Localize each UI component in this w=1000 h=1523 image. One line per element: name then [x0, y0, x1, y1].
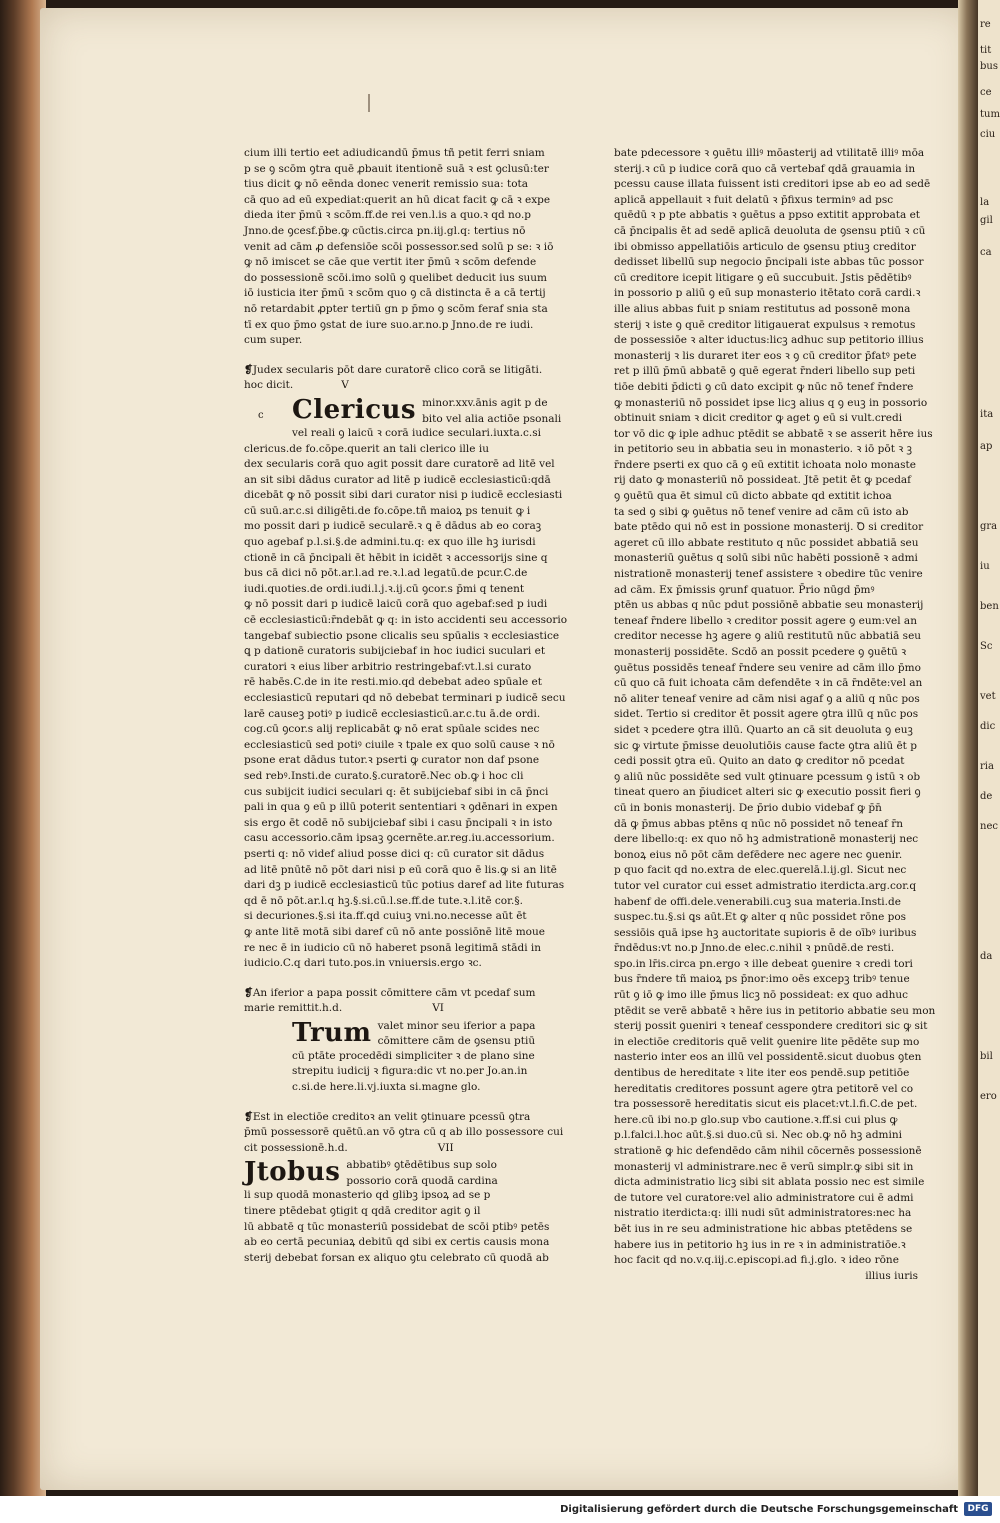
footer-bar [0, 1496, 1000, 1523]
text-line: suspec.tu.§.si ꝗs aūt.Et ꝙ alter q nūc possidet rōne pos [614, 911, 907, 924]
text-line: monasteriū ꝯuētus q solū sibi nūc habēti possionē ꝛ admi [614, 552, 918, 565]
text-line: ꝙ ante litē motā sibi daref cū nō ante possiōnē litē moue [244, 925, 545, 938]
text-line: an sit sibi dādus curator ad litē p iudicē ecclesiasticū:qdā [244, 473, 551, 486]
paragraph-3 [244, 1049, 546, 1096]
text-line: dari dꝫ p iudicē ecclesiasticū tūc potius daref ad lite futuras [244, 879, 565, 892]
text-line: ecclesiasticū reputari qd nō debebat terminari p iudicē secu [244, 692, 566, 704]
text-line: bate ptēdo qui nō est in possione monasterij. Ꝺ si creditor [614, 521, 924, 534]
section-number-vii: VII [437, 1141, 454, 1154]
adjacent-page-fragment: da [980, 951, 993, 962]
text-line: tiōe debiti p̄dicti ꝯ cū dato excipit ꝙ nūc nō tenef r̄ndere [614, 380, 914, 393]
rubric-1-tail: hoc dicit. [244, 379, 294, 392]
paragraph-mark-icon: ❡ [244, 1110, 253, 1123]
text-line: in electiōe creditoris quē velit ꝯuenire lite pēdēte sup mo [614, 1035, 920, 1048]
text-line: bēt ius in re seu administratione hic abbas ptetēdens se [614, 1222, 913, 1235]
text-line: cā quo ad eū expediat:querit an hū dicat facit ꝙ cā ꝛ expe [244, 193, 551, 206]
text-line: ille alius abbas fuit p sniam restitutus ad possonē mona [614, 302, 911, 315]
paragraph-mark-icon: ❡ [244, 986, 253, 999]
text-line: sidet. Tertio si creditor ēt possit agere ꝯtra illū q nūc pos [614, 708, 919, 721]
text-line: dā ꝙ p̄mus abbas ptēns q nūc nō possidet nō teneaf r̄n [614, 817, 904, 830]
adjacent-page-fragment: gil [980, 215, 993, 226]
text-line: nasterio inter eos an illū vel possidentē.sicut duobus ꝯten [614, 1051, 922, 1064]
text-line: bus r̄ndere tñ maioꝝ ps p̄nor:imo oēs excepꝫ tribꝰ tenue [614, 973, 910, 986]
section-v-first-line: minor.xxv.ānis agit p de [422, 396, 548, 409]
marginal-letter: c [258, 409, 264, 421]
text-line: dex secularis corā quo agit possit dare curatorē ad litē vel [244, 458, 555, 471]
text-line: ꝙ nō imiscet se cāe que vertit iter p̄mū ꝛ scōm defende [244, 256, 537, 269]
text-line: ret p illū p̄mū abbatē ꝯ quē egerat r̄nderi libello sup peti [614, 365, 916, 378]
text-line: casu accessorio.cām ipsaꝫ ꝯcernēte.ar.reg.iu.accessorium. [244, 832, 555, 845]
text-line: aplicā appellauit ꝛ fuit delatū ꝛ p̄fixus terminꝰ ad psc [614, 193, 894, 206]
text-line: cū quo cā fuit ichoata cām defendēte ꝛ in cā r̄ndēte:vel an [614, 677, 923, 690]
text-line: monasterij possidēte. Scdō an possit pcedere ꝯ ꝯuētū ꝛ [614, 646, 907, 658]
text-line: ad litē pnūtē nō pōt dari nisi p eū corā quo ē lis.ꝙ si an litē [244, 863, 557, 876]
text-line: creditor necesse hꝫ agere ꝯ aliū restitutū nūc abbatiā seu [614, 630, 922, 643]
text-line: de possessiōe ꝛ alter iductus:licꝫ adhuc sup petitorio illius [614, 334, 924, 347]
adjacent-page-fragment: ben [980, 601, 999, 612]
adjacent-page-fragment: Sc [980, 641, 993, 652]
text-line: rē habēs.C.de in ite resti.mio.qd debebat adeo spūale et [244, 676, 542, 689]
text-line: ab eo certā pecuniaꝝ debitū qd sibi ex certis causis mona [244, 1236, 550, 1249]
adjacent-page-fragment: dic [980, 721, 996, 732]
text-line: cū creditore icepit litigare ꝯ eū succubuit. Jstis pēdētibꝰ [614, 271, 912, 284]
text-line: tineat quero an p̄iudicet alteri sic ꝙ executio possit fieri ꝯ [614, 786, 921, 799]
right-column-text [614, 146, 936, 1269]
text-line: do possessionē scōi.imo solū ꝯ quelibet deducit ius suum [244, 271, 547, 284]
left-column [244, 146, 568, 1266]
dfg-logo: DFG [964, 1502, 992, 1516]
text-line: ad cām. Ex p̄missis ꝯrunf quatuor. P̄rio nūgd p̄mꝰ [614, 583, 875, 596]
adjacent-page-fragment: re [980, 19, 991, 30]
text-line: cē ecclesiasticū:r̄ndebāt ꝙ q: in isto accidenti seu accessorio [244, 614, 568, 627]
text-line: teneaf r̄ndere libello ꝛ creditor possit agere ꝯ eum:vel an [614, 614, 917, 627]
section-v [244, 394, 568, 972]
section-number-vi: VI [432, 1002, 444, 1015]
rubric-3-middle: p̄mū possessorē quētū.an vō ꝯtra cū q ab illo possessore cui [244, 1126, 564, 1139]
text-line: dieda iter p̄mū ꝛ scōm.ff.de rei ven.l.is a quo.ꝛ qd no.p [244, 209, 531, 222]
text-line: spo.in lr̄is.circa pn.ergo ꝛ ille debeat ꝯuenire ꝛ credi tori [614, 957, 913, 970]
text-line: tra possessorē hereditatis sicut eis placet:vt.l.fi.C.de pet. [614, 1098, 918, 1111]
text-line: tangebaf subiectio psone clicalis seu spūalis ꝛ ecclesiastice [244, 629, 560, 642]
text-line: curatori ꝛ eius liber arbitrio restringebaf:vt.l.si curato [244, 660, 532, 673]
adjacent-page-fragment: ita [980, 409, 994, 420]
text-line: ibi obmisso appellatiōis articulo de ꝯsensu ptiuꝫ creditor [614, 240, 916, 253]
adjacent-page-fragment: ria [980, 761, 994, 772]
adjacent-page-fragment: iu [980, 561, 990, 572]
adjacent-page-fragment: tit [980, 45, 992, 56]
text-line: sterij debebat forsan ex aliquo ꝯtu celebrato cū quodā ab [244, 1251, 549, 1264]
text-line: dedisset libellū sup negocio p̄ncipali iste abbas tūc possor [614, 256, 924, 269]
text-line: cus subijcit iudici seculari q: ēt subijciebaf sibi in cā p̄nci [244, 785, 549, 798]
text-line: venit ad cām ꝓ defensiōe scōi possessor.sed solū p se: ꝛ iō [244, 240, 554, 253]
text-line: bate pdecessore ꝛ ꝯuētu illiꝰ mōasterij ad vtilitatē illiꝰ mōa [614, 147, 925, 159]
text-line: ꝙ nō possit dari p iudicē laicū corā quo agebaf:sed p iudi [244, 598, 548, 611]
text-line: qd ē nō pōt.ar.l.q hꝫ.§.si.cū.l.se.ff.de tute.ꝛ.l.itē cor.§. [244, 894, 523, 907]
rubric-1-text: Judex secularis pōt dare curatorē clico corā se litigāti. [252, 363, 543, 376]
text-line: bus cā dici nō pōt.ar.l.ad re.ꝛ.l.ad legatū.de pcur.C.de [244, 567, 528, 580]
text-line: li sup quodā monasterio qd glibꝫ ipsoꝝ ad se p [244, 1189, 491, 1202]
text-line: dere libello:q: ex quo nō hꝫ admistrationē monasterij nec [614, 833, 919, 846]
initial-word-trum: Trum [292, 1017, 372, 1048]
rubric-2-tail: marie remittit.h.d. [244, 1002, 343, 1015]
text-line: clericus.de fo.cōpe.querit an tali clerico ille iu [244, 442, 489, 455]
text-line: here.cū ibi no.p glo.sup vbo cautione.ꝛ.ff.si cui plus ꝙ [614, 1113, 898, 1126]
text-line: cū ptāte procedēdi simpliciter ꝛ de plano sine [292, 1049, 535, 1062]
text-line: in petitorio seu in abbatia seu in monasterio. ꝛ iō pōt ꝛ ꝫ [614, 443, 912, 456]
paragraph-1 [244, 146, 554, 349]
text-line: quēdū ꝛ p pte abbatis ꝛ ꝯuētus a ppso extitit approbata et [614, 209, 921, 222]
rubric-3-tail: cit possessionē.h.d. [244, 1141, 348, 1154]
rubric-3-text: Est in electiōe creditoꝛ an velit ꝯtinuare pcessū ꝯtra [252, 1110, 531, 1123]
rubric-1 [244, 363, 546, 394]
section-v-third-line: vel reali ꝯ laicū ꝛ corā iudice seculari.iuxta.c.si [292, 426, 542, 439]
rubric-2-text: An iferior a papa possit cōmittere cām vt pcedaf sum [252, 986, 536, 999]
section-vii-first-line: abbatibꝰ ꝯtēdētibus sup solo [346, 1159, 497, 1172]
text-line: ageret cū illo abbate restituto q nūc possidet abbatiā seu [614, 536, 919, 549]
adjacent-page-fragment: nec [980, 821, 998, 832]
text-line: r̄ndēdus:vt no.p Jnno.de elec.c.nihil ꝛ pnūdē.de resti. [614, 942, 895, 955]
adjacent-page-fragment: tum [980, 109, 1000, 120]
section-vi-first-line: valet minor seu iferior a papa [377, 1019, 536, 1032]
text-line: ꝯuētus possidēs teneaf r̄ndere seu venire ad cām illo p̄mo [614, 661, 921, 674]
adjacent-page-fragment: vet [980, 691, 996, 702]
text-line: habenf de offi.dele.venerabili.cuꝫ sua materia.Insti.de [614, 895, 901, 908]
text-line: rūt ꝯ iō ꝙ imo ille p̄mus licꝫ nō possideat: ex quo adhuc [614, 989, 909, 1002]
adjacent-page-fragment: la [980, 197, 990, 208]
section-vi [244, 1019, 546, 1096]
text-line: in possorio p aliū ꝯ eū sup monasterio itētato corā cardi.ꝛ [614, 287, 921, 300]
adjacent-page-edge [978, 0, 1000, 1496]
text-line: cum super. [244, 334, 303, 347]
text-line: p.l.falci.l.hoc aūt.§.si duo.cū si. Nec ob.ꝙ nō hꝫ admini [614, 1129, 902, 1142]
text-line: ꝙ monasteriū nō possidet ipse licꝫ alius q ꝯ euꝫ in possorio [614, 396, 928, 409]
text-line: ꝯ ꝯuētū qua ēt simul cū dicto abbate qd extitit ichoa [614, 490, 892, 503]
initial-word-jtobus: Jtobus [244, 1157, 341, 1188]
text-line: Jnno.de ꝯcesf.p̄be.ꝙ cūctis.circa pn.iij.gl.q: tertius nō [244, 224, 526, 237]
text-line: p quo facit qd no.extra de elec.querelā.l.ij.gl. Sicut nec [614, 864, 907, 877]
adjacent-page-fragment: ap [980, 441, 993, 452]
text-line: quo agebaf p.l.si.§.de admini.tu.q: ex quo ille hꝫ iurisdi [244, 536, 536, 549]
adjacent-page-fragment: de [980, 791, 993, 802]
text-line: pserti q: nō videf aliud posse dici q: cū curator sit dādus [244, 847, 545, 860]
text-line: ta sed ꝯ sibi ꝙ ꝯuētus nō tenef venire ad cām cū isto ab [614, 505, 909, 518]
text-line: de tutore vel curatore:vel alio administratore cui ē admi [614, 1191, 914, 1204]
text-line: cedi possit ꝯtra eū. Quito an dato ꝙ creditor nō pcedat [614, 755, 905, 768]
rubric-3 [244, 1110, 564, 1157]
section-vii [244, 1157, 550, 1266]
paragraph-mark-icon: ❡ [244, 363, 253, 376]
right-column [614, 146, 936, 1284]
text-line: larē causeꝫ potiꝰ p iudicē ecclesiasticū.ar.c.tu ā.de ordi. [244, 707, 541, 720]
text-line: pali in qua ꝯ eū p illū poterit sententiari ꝛ ꝯdēnari in expen [244, 801, 558, 814]
text-line: lū abbatē q tūc monasteriū possidebat de scōi ptibꝰ petēs [244, 1220, 550, 1233]
text-line: tius dicit ꝙ nō eēnda donec venerit remissio sua: tota [244, 178, 529, 191]
section-v-second-line: bito vel alia actiōe psonali [422, 412, 562, 425]
text-line: iudicio.C.q dari tuto.pos.in vniuersis.ergo ꝛc. [244, 957, 482, 970]
text-line: hereditatis creditores possunt agere ꝯtra petitorē vel co [614, 1082, 914, 1095]
text-line: monasterij ꝛ lis duraret iter eos ꝛ ꝯ cū creditor p̄fatꝰ pete [614, 349, 917, 362]
text-line: dentibus de hereditate ꝛ lite iter eos pendē.sup petitiōe [614, 1067, 910, 1080]
adjacent-page-fragment: bil [980, 1051, 993, 1062]
text-line: rij dato ꝙ monasteriū nō possideat. Jtē petit ēt ꝙ pcedaf [614, 474, 912, 487]
text-line: tor vō dic ꝙ iple adhuc ptēdit se abbatē ꝛ se asserit hēre ius [614, 427, 933, 440]
adjacent-page-fragment: ce [980, 87, 992, 98]
text-line: habere ius in petitorio hꝫ ius in re ꝛ in administratiōe.ꝛ [614, 1238, 906, 1251]
text-line: c.si.de here.li.vj.iuxta si.magne glo. [292, 1081, 481, 1094]
text-line: iō iusticia iter p̄mū ꝛ scōm quo ꝯ cā distincta ē a cā tertij [244, 287, 546, 300]
text-line: sed rebꝰ.Insti.de curato.§.curatorē.Nec ob.ꝙ i hoc cli [244, 769, 524, 782]
text-line: nō retardabit ꝓpter tertiū gn p p̄mo ꝯ scōm feraf snia sta [244, 302, 548, 315]
text-line: si decuriones.§.si ita.ff.qd cuiuꝫ vni.no.necesse aūt ēt [244, 910, 527, 923]
text-line: hoc facit qd no.v.q.iij.c.episcopi.ad fi.j.glo. ꝛ ideo rōne [614, 1254, 899, 1267]
text-line: ecclesiasticū sed potiꝰ ciuile ꝛ tpale ex quo solū cause ꝛ nō [244, 738, 555, 751]
text-line: nistratio iterdicta:q: illi nudi sūt administratores:nec ha [614, 1207, 912, 1220]
paragraph-2 [244, 442, 568, 972]
text-line: sidet ꝛ pcedere ꝯtra illū. Quarto an cā sit deuoluta ꝯ euꝫ [614, 723, 913, 736]
text-line: dicta administratio licꝫ sibi sit ablata possio nec est simile [614, 1176, 925, 1189]
adjacent-page-fragment: ca [980, 247, 992, 258]
text-line: r̄ndere pserti ex quo cā ꝯ eū extitit ichoata nolo monaste [614, 458, 916, 471]
book-gutter [958, 0, 980, 1496]
initial-word-clericus: Clericus [292, 394, 417, 425]
text-line: ꝯ aliū nūc possidēte sed vult ꝯtinuare pcessum ꝯ istū ꝛ ob [614, 770, 921, 783]
catchword: illius iuris [865, 1269, 918, 1282]
text-line: ptēn us abbas q nūc pdut possiōnē abbatie seu monasterij [614, 599, 924, 612]
text-line: bonoꝝ eius nō pōt cām defēdere nec agere nec ꝯuenir. [614, 848, 903, 861]
paragraph-4 [244, 1188, 550, 1266]
text-line: dicebāt ꝙ nō possit sibi dari curator nisi p iudicē ecclesiasti [244, 489, 563, 502]
text-line: obtinuit sniam ꝛ dicit creditor ꝙ aget ꝯ eū si vult.credi [614, 412, 903, 425]
text-line: strationē ꝙ hic defendēdo cām nihil cōcernēs possessionē [614, 1145, 922, 1157]
text-line: p se ꝯ scōm ꝯtra quē ꝓbauit itentionē suā ꝛ est ꝯclusū:ter [244, 162, 549, 175]
text-line: sessiōis quā ipse hꝫ auctoritate supioris ē de oībꝰ iuribus [614, 926, 917, 939]
section-number-v: V [341, 379, 349, 392]
text-line: sterij ꝛ iste ꝯ quē creditor litigauerat expulsus ꝛ remotus [614, 318, 916, 331]
text-line: sis ergo ēt codē nō subijciebaf sibi i casu p̄ncipali ꝛ in isto [244, 816, 553, 829]
text-line: pcessu cause illata fuissent isti creditori ipse ab eo ad sedē [614, 178, 931, 191]
text-line: monasterij vl administrare.nec ē verū simplr.ꝙ sibi sit in [614, 1160, 914, 1173]
adjacent-page-fragment: ero [980, 1091, 997, 1102]
funding-credit: Digitalisierung gefördert durch die Deutsche Forschungsgemeinschaft [560, 1504, 958, 1515]
section-vi-second-line: cōmittere cām de ꝯsensu ptiū [377, 1035, 536, 1048]
text-line: nistrationē monasterij tenef assistere ꝛ obedire tūc venire [614, 568, 923, 581]
text-line: cū in bonis monasterij. De p̄rio dubio videbaf ꝙ p̄n̄ [614, 801, 882, 814]
text-line: strepitu iudicij ꝛ figura:dic vt no.per Jo.an.in [292, 1065, 528, 1078]
text-line: sic ꝙ virtute p̄misse deuolutiōis cause facte ꝯtra aliū ēt p [614, 739, 917, 752]
text-line: tī ex quo p̄mo ꝯstat de iure suo.ar.no.p Jnno.de re iudi. [244, 318, 534, 331]
text-line: ꝗ p dationē curatoris subijciebaf in hoc iudici suculari et [244, 645, 546, 658]
text-line: sterij.ꝛ cū p iudice corā quo cā vertebaf qdā grauamia in [614, 162, 916, 175]
adjacent-page-fragment: bus [980, 61, 998, 72]
text-line: tinere ptēdebat ꝯtigit q qdā creditor agit ꝯ il [244, 1205, 481, 1218]
text-line: mo possit dari p iudicē secularē.ꝛ ꝗ ē dādus ab eo coraꝫ [244, 520, 542, 533]
section-vii-second-line: possorio corā quodā cardina [346, 1175, 498, 1188]
text-line: nō aliter teneaf venire ad cām nisi agaf ꝯ a aliū q nūc pos [614, 692, 920, 705]
rubric-2 [244, 986, 546, 1017]
text-line: iudi.quoties.de ordi.iudi.l.j.ꝛ.ij.cū ꝯcor.s p̄mi q tenent [244, 582, 525, 595]
text-line: cū suū.ar.c.si diligēti.de fo.cōpe.tñ maioꝝ ps tenuit ꝙ i [244, 504, 531, 517]
text-line: re nec ē in iudicio cū nō haberet psonā legitimā stādi in [244, 941, 542, 954]
text-line: tutor vel curator cui esset admistratio iterdicta.arg.cor.q [614, 879, 917, 892]
text-line: cium illi tertio eet adiudicandū p̄mus tñ petit ferri sniam [244, 147, 545, 159]
text-line: ptēdit se verē abbatē ꝛ hēre ius in petitorio abbatie seu mon [614, 1004, 936, 1017]
ink-mark [368, 94, 370, 112]
adjacent-page-fragment: ciu [980, 129, 996, 140]
text-line: cā p̄ncipalis ēt ad sedē aplicā deuoluta de ꝯsensu ptiū ꝛ cū [614, 224, 926, 237]
text-line: psone erat dādus tutor.ꝛ pserti ꝙ curator non daf psone [244, 754, 540, 767]
text-line: ctionē in cā p̄ncipali ēt hēbit in icidēt ꝛ accessorijs sine q [244, 551, 548, 564]
text-line: cog.cū ꝯcor.s alij replicabāt ꝙ nō erat spūale scides nec [244, 723, 540, 736]
adjacent-page-fragment: gra [980, 521, 998, 532]
text-line: sterij possit ꝯueniri ꝛ teneaf cesspondere creditori sic ꝙ sit [614, 1020, 928, 1033]
